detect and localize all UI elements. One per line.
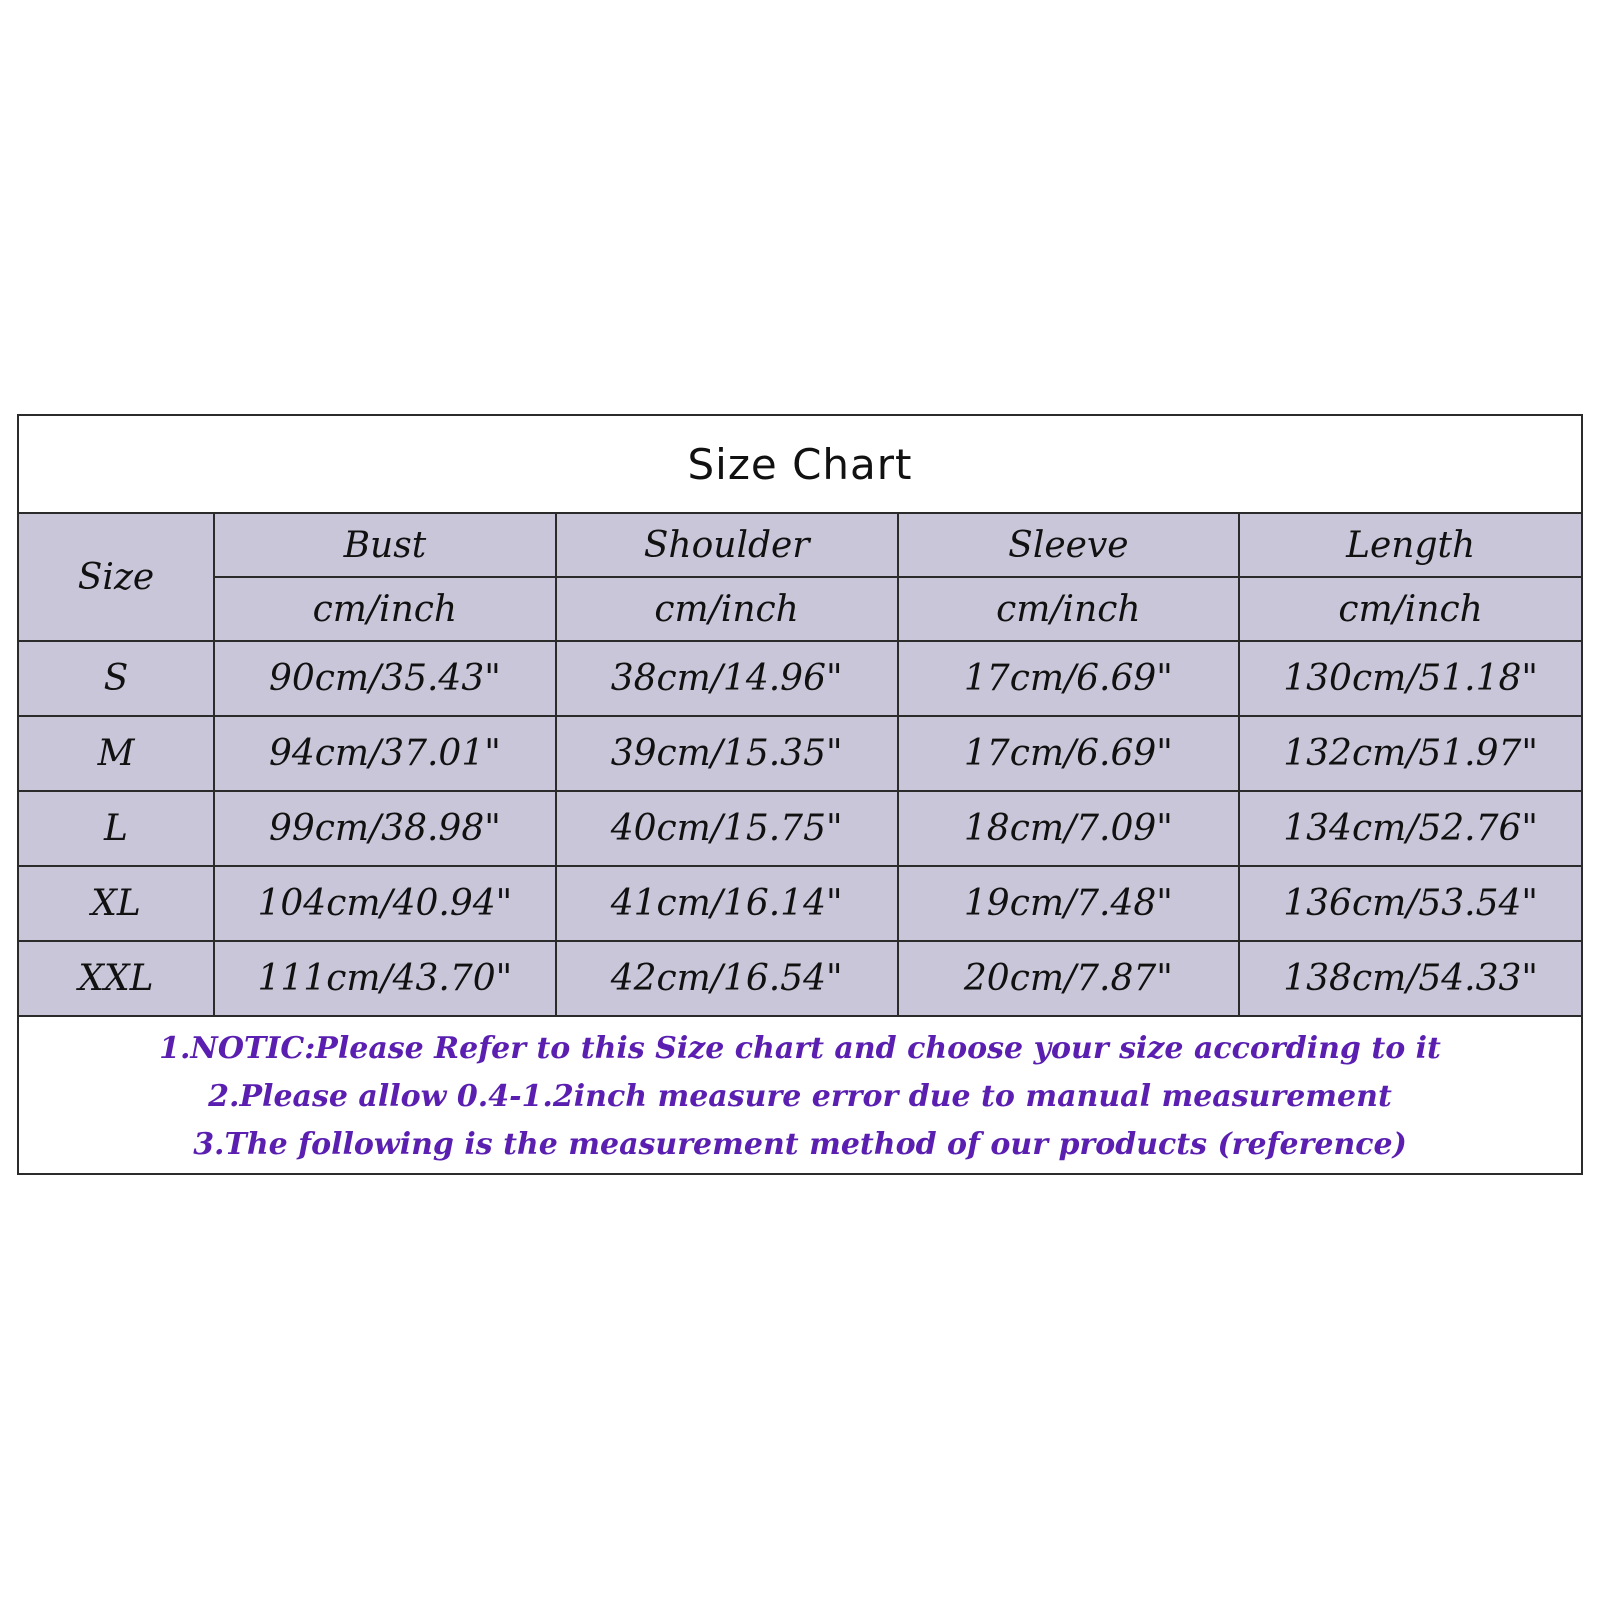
table-cell: 136cm/53.54" xyxy=(1239,866,1581,941)
table-row xyxy=(19,866,1581,941)
table-cell: 19cm/7.48" xyxy=(898,866,1240,941)
size-label: M xyxy=(19,716,214,791)
size-label: L xyxy=(19,791,214,866)
table-cell: 132cm/51.97" xyxy=(1239,716,1581,791)
header-row xyxy=(19,514,1581,577)
unit-label: cm/inch xyxy=(898,577,1240,641)
unit-row xyxy=(19,577,1581,641)
table-cell: 17cm/6.69" xyxy=(898,716,1240,791)
size-label: XL xyxy=(19,866,214,941)
table-cell: 40cm/15.75" xyxy=(556,791,898,866)
size-table xyxy=(19,514,1581,1017)
note-line: 2.Please allow 0.4-1.2inch measure error due to manual measurement xyxy=(208,1079,1392,1114)
table-cell: 104cm/40.94" xyxy=(214,866,556,941)
table-row xyxy=(19,716,1581,791)
size-label: XXL xyxy=(19,941,214,1016)
table-cell: 130cm/51.18" xyxy=(1239,641,1581,716)
table-row xyxy=(19,941,1581,1016)
table-row xyxy=(19,791,1581,866)
size-label: S xyxy=(19,641,214,716)
column-header-bust: Bust xyxy=(214,514,556,577)
unit-label: cm/inch xyxy=(1239,577,1581,641)
unit-label: cm/inch xyxy=(214,577,556,641)
table-cell: 90cm/35.43" xyxy=(214,641,556,716)
table-cell: 42cm/16.54" xyxy=(556,941,898,1016)
chart-title: Size Chart xyxy=(19,416,1581,514)
table-cell: 138cm/54.33" xyxy=(1239,941,1581,1016)
table-cell: 94cm/37.01" xyxy=(214,716,556,791)
column-header-sleeve: Sleeve xyxy=(898,514,1240,577)
table-cell: 134cm/52.76" xyxy=(1239,791,1581,866)
note-line: 3.The following is the measurement method of our products (reference) xyxy=(193,1127,1407,1162)
column-header-shoulder: Shoulder xyxy=(556,514,898,577)
note-line: 1.NOTIC:Please Refer to this Size chart and choose your size according to it xyxy=(159,1031,1441,1066)
size-header: Size xyxy=(19,514,214,641)
table-cell: 38cm/14.96" xyxy=(556,641,898,716)
size-chart xyxy=(17,414,1583,1175)
notes xyxy=(19,1017,1581,1169)
table-cell: 111cm/43.70" xyxy=(214,941,556,1016)
table-row xyxy=(19,641,1581,716)
table-cell: 18cm/7.09" xyxy=(898,791,1240,866)
table-cell: 39cm/15.35" xyxy=(556,716,898,791)
column-header-length: Length xyxy=(1239,514,1581,577)
table-cell: 20cm/7.87" xyxy=(898,941,1240,1016)
table-cell: 17cm/6.69" xyxy=(898,641,1240,716)
table-cell: 41cm/16.14" xyxy=(556,866,898,941)
unit-label: cm/inch xyxy=(556,577,898,641)
table-cell: 99cm/38.98" xyxy=(214,791,556,866)
